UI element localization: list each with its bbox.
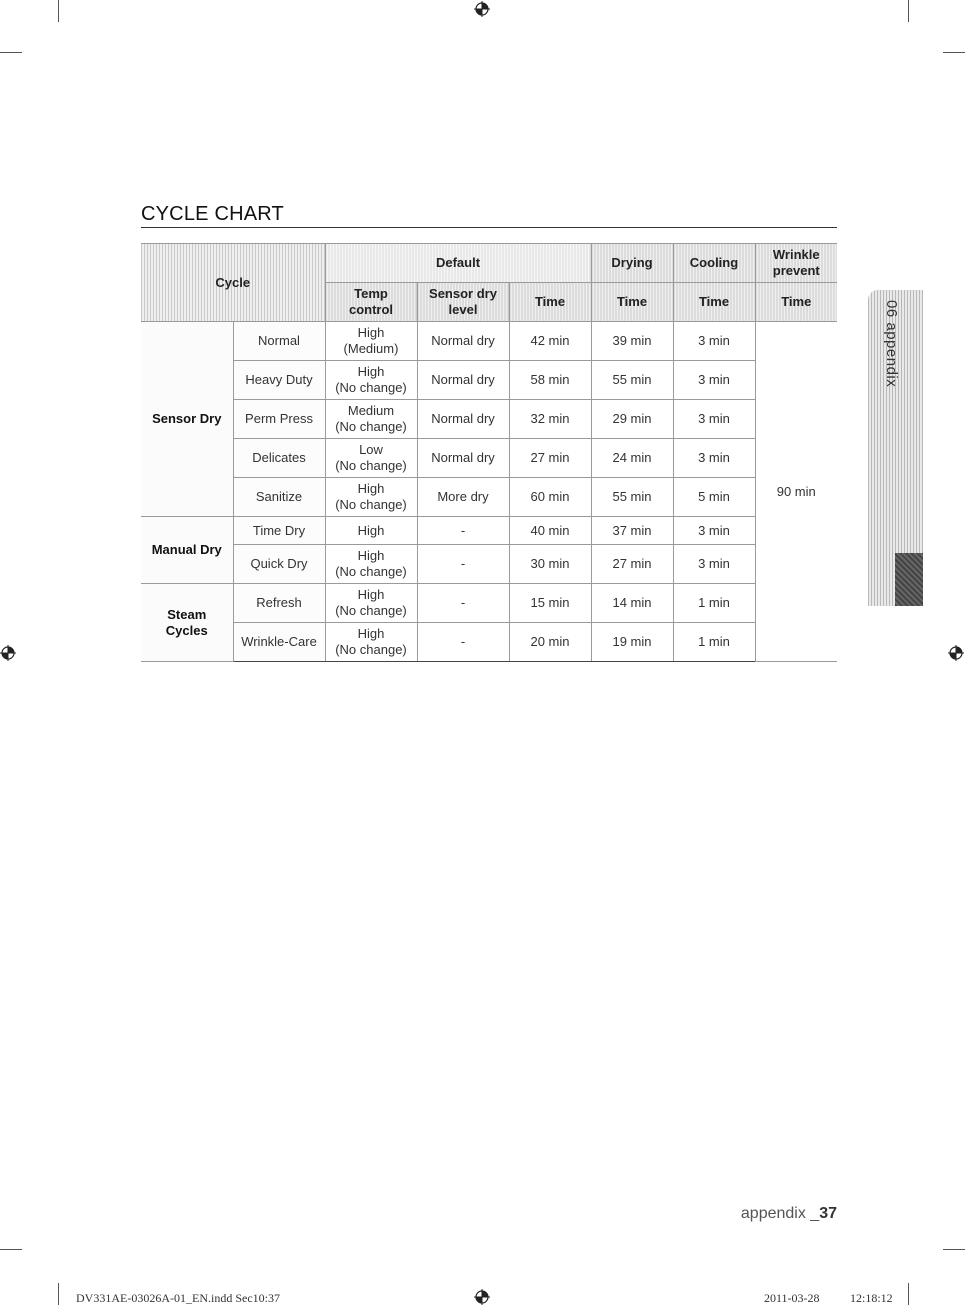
crop-mark: [58, 0, 59, 22]
crop-mark: [943, 1249, 965, 1250]
registration-mark-icon: [474, 1, 490, 17]
cycle-name: Wrinkle-Care: [233, 623, 325, 662]
cycle-name: Sanitize: [233, 478, 325, 517]
drying-time: 14 min: [591, 584, 673, 623]
temp-control: High (No change): [325, 361, 417, 400]
cooling-time: 3 min: [673, 361, 755, 400]
cooling-time: 3 min: [673, 439, 755, 478]
drying-time: 37 min: [591, 517, 673, 545]
cycle-name: Normal: [233, 322, 325, 361]
table-row: [141, 584, 837, 623]
sensor-dry-level: Normal dry: [417, 361, 509, 400]
temp-control: High (Medium): [325, 322, 417, 361]
sensor-dry-level: Normal dry: [417, 400, 509, 439]
drying-time: 55 min: [591, 478, 673, 517]
crop-mark: [908, 1283, 909, 1305]
header-time: Time: [509, 283, 591, 322]
cooling-time: 3 min: [673, 545, 755, 584]
crop-mark: [943, 52, 965, 53]
sensor-dry-level: More dry: [417, 478, 509, 517]
table-row: [141, 322, 837, 361]
registration-mark-icon: [0, 645, 16, 661]
drying-time: 24 min: [591, 439, 673, 478]
crop-mark: [0, 1249, 22, 1250]
default-time: 60 min: [509, 478, 591, 517]
table-row: [141, 400, 837, 439]
drying-time: 19 min: [591, 623, 673, 662]
print-slug-file: DV331AE-03026A-01_EN.indd Sec10:37: [76, 1291, 280, 1305]
group-steam-cycles: Steam Cycles: [141, 584, 233, 662]
table-row: [141, 517, 837, 545]
cooling-time: 1 min: [673, 584, 755, 623]
print-slug-time: 12:18:12: [850, 1291, 893, 1305]
wrinkle-prevent-time: 90 min: [755, 322, 837, 662]
page-title: CYCLE CHART: [141, 203, 284, 225]
temp-control: High (No change): [325, 478, 417, 517]
header-wrinkle-time: Time: [755, 283, 837, 322]
sensor-dry-level: -: [417, 584, 509, 623]
drying-time: 55 min: [591, 361, 673, 400]
default-time: 15 min: [509, 584, 591, 623]
section-side-tab-marker: [895, 553, 923, 606]
cycle-name: Refresh: [233, 584, 325, 623]
cycle-name: Delicates: [233, 439, 325, 478]
group-sensor-dry: Sensor Dry: [141, 322, 233, 517]
drying-time: 39 min: [591, 322, 673, 361]
default-time: 58 min: [509, 361, 591, 400]
crop-mark: [908, 0, 909, 22]
default-time: 32 min: [509, 400, 591, 439]
cycle-name: Perm Press: [233, 400, 325, 439]
crop-mark: [0, 52, 22, 53]
header-cooling-time: Time: [673, 283, 755, 322]
default-time: 40 min: [509, 517, 591, 545]
sensor-dry-level: -: [417, 517, 509, 545]
table-row: [141, 361, 837, 400]
default-time: 27 min: [509, 439, 591, 478]
header-temp-control: Temp control: [325, 283, 417, 322]
temp-control: High (No change): [325, 623, 417, 662]
table-row: [141, 545, 837, 584]
temp-control: High: [325, 517, 417, 545]
header-wrinkle-prevent: Wrinkle prevent: [755, 244, 837, 283]
temp-control: High (No change): [325, 545, 417, 584]
default-time: 20 min: [509, 623, 591, 662]
cycle-name: Heavy Duty: [233, 361, 325, 400]
default-time: 42 min: [509, 322, 591, 361]
drying-time: 27 min: [591, 545, 673, 584]
header-cycle: Cycle: [141, 244, 325, 322]
group-manual-dry: Manual Dry: [141, 517, 233, 584]
default-time: 30 min: [509, 545, 591, 584]
cycle-chart-table: [141, 243, 837, 662]
cooling-time: 3 min: [673, 322, 755, 361]
table-row: [141, 623, 837, 662]
cooling-time: 5 min: [673, 478, 755, 517]
temp-control: Medium (No change): [325, 400, 417, 439]
cooling-time: 3 min: [673, 400, 755, 439]
sensor-dry-level: -: [417, 623, 509, 662]
section-side-label: 06 appendix: [883, 300, 900, 388]
print-slug-date: 2011-03-28: [764, 1291, 820, 1305]
page-number: appendix _37: [740, 1205, 837, 1222]
cooling-time: 1 min: [673, 623, 755, 662]
header-default: Default: [325, 244, 591, 283]
sensor-dry-level: Normal dry: [417, 439, 509, 478]
cooling-time: 3 min: [673, 517, 755, 545]
temp-control: Low (No change): [325, 439, 417, 478]
temp-control: High (No change): [325, 584, 417, 623]
drying-time: 29 min: [591, 400, 673, 439]
sensor-dry-level: -: [417, 545, 509, 584]
registration-mark-icon: [474, 1289, 490, 1305]
crop-mark: [58, 1283, 59, 1305]
cycle-name: Time Dry: [233, 517, 325, 545]
header-drying: Drying: [591, 244, 673, 283]
header-sensor-dry-level: Sensor dry level: [417, 283, 509, 322]
sensor-dry-level: Normal dry: [417, 322, 509, 361]
table-row: [141, 439, 837, 478]
registration-mark-icon: [948, 645, 964, 661]
table-row: [141, 478, 837, 517]
header-drying-time: Time: [591, 283, 673, 322]
cycle-name: Quick Dry: [233, 545, 325, 584]
title-divider: [141, 227, 837, 228]
header-cooling: Cooling: [673, 244, 755, 283]
